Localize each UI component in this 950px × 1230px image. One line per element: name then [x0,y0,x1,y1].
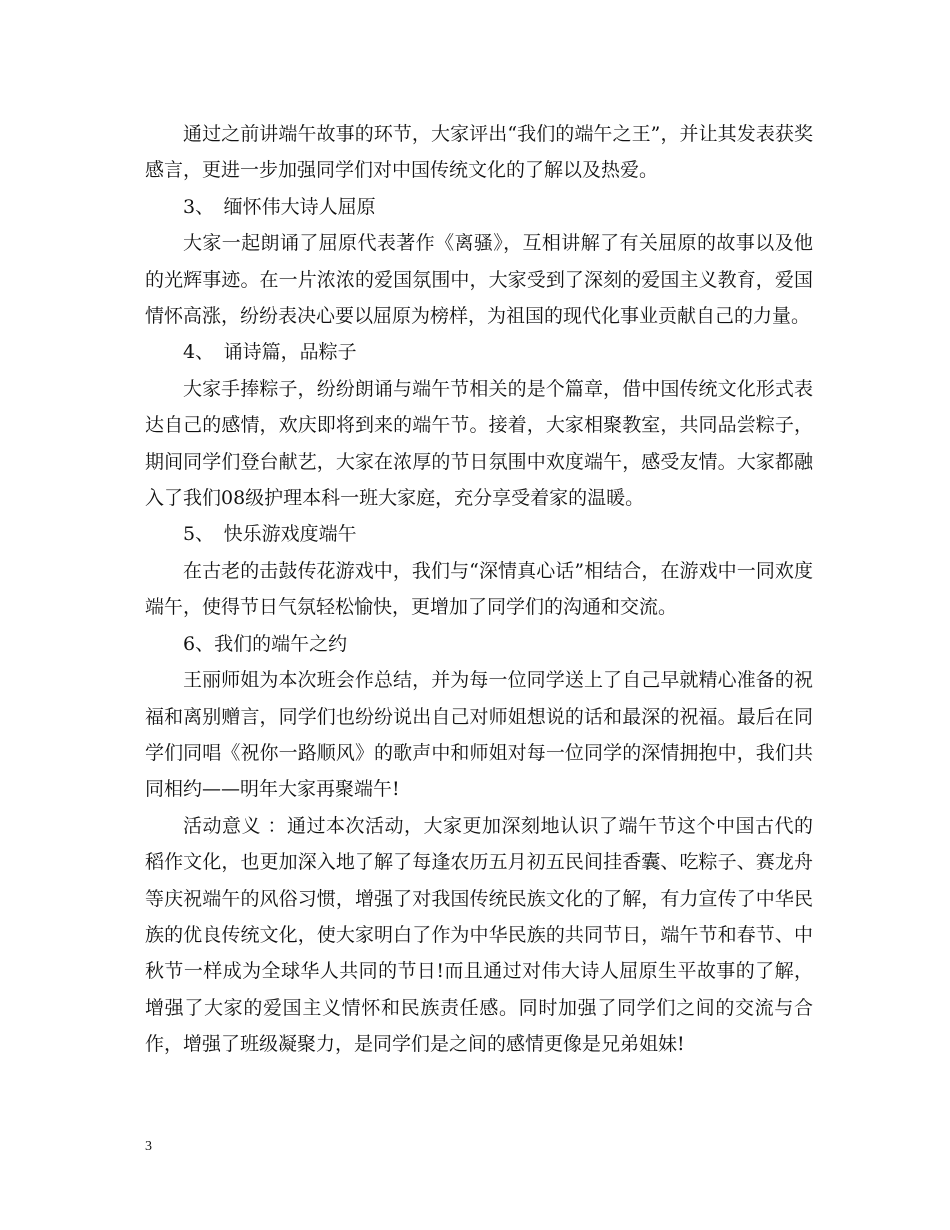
paragraph-端午之约: 王丽师姐为本次班会作总结，并为每一位同学送上了自己早就精心准备的祝福和离别赠言，同学们也纷纷说出自己对师姐想说的话和最深的祝福。最后在同学们同唱《祝你一路顺风》的歌声中和师姐对每一位同学的深情拥抱中，我们共同相约——明年大家再聚端午! [145,669,813,801]
paragraph-游戏: 在古老的击鼓传花游戏中，我们与“深情真心话”相结合，在游戏中一同欢度端午，使得节日气氛轻松愉快，更增加了同学们的沟通和交流。 [145,559,813,619]
document-body [145,116,813,1063]
section-heading-6: 6、我们的端午之约 [183,632,348,655]
page-number: 3 [145,1139,152,1154]
paragraph-端午之王: 通过之前讲端午故事的环节，大家评出“我们的端午之王”，并让其发表获奖感言，更进一步加强同学们对中国传统文化的了解以及热爱。 [145,123,813,182]
paragraph-屈原: 大家一起朗诵了屈原代表著作《离骚》，互相讲解了有关屈原的故事以及他的光辉事迹。在一片浓浓的爱国氛围中，大家受到了深刻的爱国主义教育，爱国情怀高涨，纷纷表决心要以屈原为榜样，为祖国的现代化事业贡献自己的力量。 [145,232,813,328]
paragraph-活动意义: 活动意义 ：通过本次活动，大家更加深刻地认识了端午节这个中国古代的稻作文化，也更加深入地了解了每逢农历五月初五民间挂香囊、吃粽子、赛龙舟等庆祝端午的风俗习惯，增强了对我国传统民族文化的了解，有力宣传了中华民族的优良传统文化，使大家明白了作为中华民族的共同节日，端午节和春节、中秋节一样成为全球华人共同的节日!而且通过对伟大诗人屈原生平故事的了解，增强了大家的爱国主义情怀和民族责任感。同时加强了同学们之间的交流与合作，增强了班级凝聚力，是同学们是之间的感情更像是兄弟姐妹! [145,814,813,1056]
section-heading-3: 3、 缅怀伟大诗人屈原 [183,195,376,218]
paragraph-粽子: 大家手捧粽子，纷纷朗诵与端午节相关的是个篇章，借中国传统文化形式表达自己的感情，欢庆即将到来的端午节。接着，大家相聚教室，共同品尝粽子，期间同学们登台献艺，大家在浓厚的节日氛围中欢度端午，感受友情。大家都融入了我们08级护理本科一班大家庭，充分享受着家的温暖。 [145,377,813,510]
section-heading-5: 5、 快乐游戏度端午 [183,523,357,546]
section-heading-4: 4、 诵诗篇，品粽子 [183,341,357,364]
